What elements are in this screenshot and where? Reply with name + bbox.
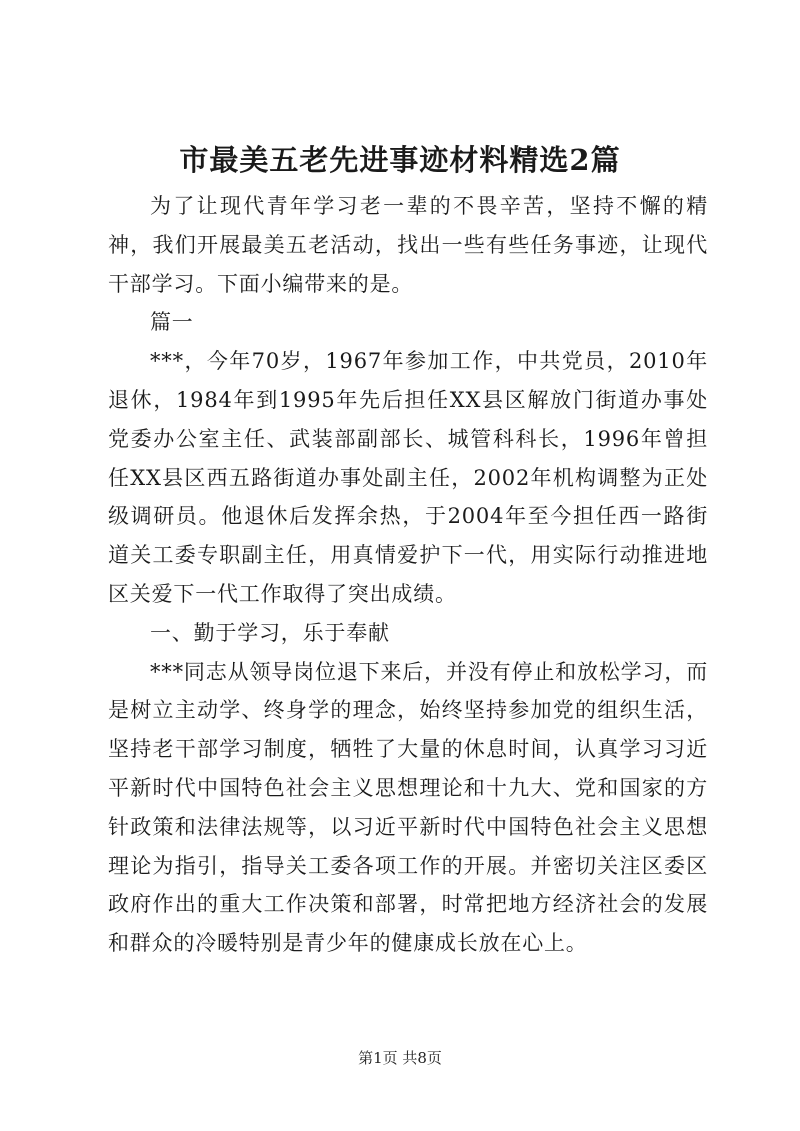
subsection-heading-study: 一、勤于学习，乐于奉献	[150, 620, 390, 645]
page-footer: 第1页 共8页	[358, 1049, 442, 1067]
study-paragraph: ***同志从领导岗位退下来后，并没有停止和放松学习，而是树立主动学、终身学的理念，始终坚持参加党的组织生活，坚持老干部学习制度，牺牲了大量的休息时间，认真学习习近平新时代中国特色社会主义思想理论和十九大、党和国家的方针政策和法律法规等，以习近平新时代中国特色社会主义思想理论为指引，指导关工委各项工作的开展。并密切关注区委区政府作出的重大工作决策和部署，时常把地方经济社会的发展和群众的冷暖特别是青少年的健康成长放在心上。	[108, 659, 708, 956]
biography-paragraph: ***，今年70岁，1967年参加工作，中共党员，2010年退休，1984年到1995年先后担任XX县区解放门街道办事处党委办公室主任、武装部副部长、城管科科长，1996年曾担任XX县区西五路街道办事处副主任，2002年机构调整为正处级调研员。他退休后发挥余热，于2004年至今担任西一路街道关工委专职副主任，用真情爱护下一代，用实际行动推进地区关爱下一代工作取得了突出成绩。	[108, 349, 708, 606]
document-body	[108, 187, 708, 963]
intro-paragraph: 为了让现代青年学习老一辈的不畏辛苦，坚持不懈的精神，我们开展最美五老活动，找出一些有些任务事迹，让现代干部学习。下面小编带来的是。	[108, 194, 708, 296]
document-title: 市最美五老先进事迹材料精选2篇	[179, 143, 621, 177]
section-heading-part-one: 篇一	[150, 310, 194, 335]
